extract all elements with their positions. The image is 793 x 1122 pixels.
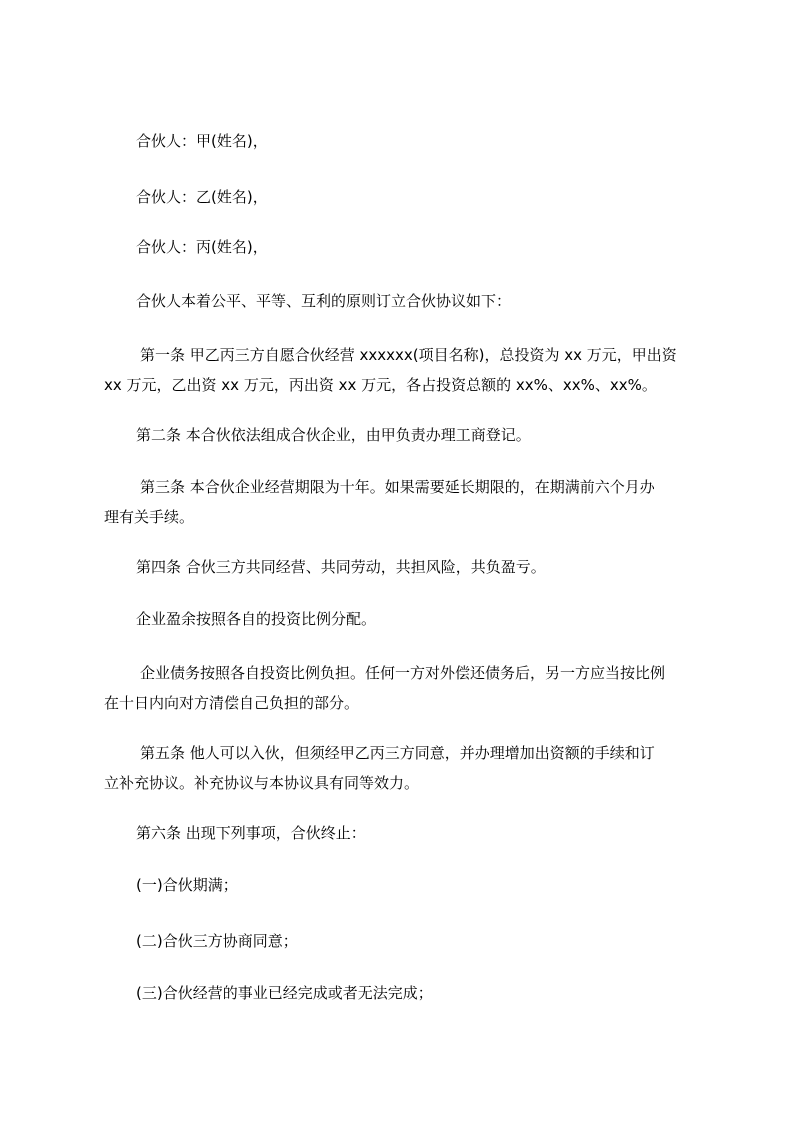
text-line: xx 万元，乙出资 xx 万元，丙出资 xx 万元，各占投资总额的 xx%、xx%、xx%。: [104, 376, 657, 394]
partner-c-line: [104, 232, 704, 262]
article-5-paragraph: [104, 738, 704, 798]
termination-item-3: [104, 978, 704, 1008]
text-line: 第三条 本合伙企业经营期限为十年。如果需要延长期限的，在期满前六个月办: [140, 478, 655, 496]
text-line: (三)合伙经营的事业已经完成或者无法完成；: [136, 984, 433, 1002]
text-line: 第四条 合伙三方共同经营、共同劳动，共担风险，共负盈亏。: [136, 558, 546, 576]
text-line: 合伙人：丙(姓名)，: [136, 238, 268, 256]
preamble-paragraph: [104, 286, 704, 316]
partner-a-line: [104, 126, 704, 156]
termination-item-2: [104, 926, 704, 956]
text-line: 合伙人：甲(姓名)，: [136, 132, 268, 150]
article-4-paragraph: [104, 552, 704, 582]
text-line: 立补充协议。补充协议与本协议具有同等效力。: [104, 774, 420, 792]
text-line: 理有关手续。: [104, 508, 195, 526]
text-line: 第二条 本合伙依法组成合伙企业，由甲负责办理工商登记。: [136, 426, 531, 444]
text-line: 企业债务按照各自投资比例负担。任何一方对外偿还债务后，另一方应当按比例: [140, 664, 666, 682]
article-3-paragraph: [104, 472, 704, 532]
text-line: 企业盈余按照各自的投资比例分配。: [136, 610, 377, 628]
text-line: 第六条 出现下列事项，合伙终止：: [136, 824, 366, 842]
text-line: 第一条 甲乙丙三方自愿合伙经营 xxxxxx(项目名称)，总投资为 xx 万元，甲出资: [140, 346, 677, 364]
text-line: 第五条 他人可以入伙，但须经甲乙丙三方同意，并办理增加出资额的手续和订: [140, 744, 655, 762]
debt-liability-paragraph: [104, 658, 704, 718]
text-line: 在十日内向对方清偿自己负担的部分。: [104, 694, 360, 712]
article-2-paragraph: [104, 420, 704, 450]
termination-item-1: [104, 870, 704, 900]
text-line: (一)合伙期满；: [136, 876, 238, 894]
text-line: (二)合伙三方协商同意；: [136, 932, 298, 950]
partner-b-line: [104, 182, 704, 212]
profit-distribution-paragraph: [104, 604, 704, 634]
article-6-paragraph: [104, 818, 704, 848]
article-1-paragraph: [104, 340, 704, 400]
text-line: 合伙人本着公平、平等、互利的原则订立合伙协议如下：: [136, 292, 512, 310]
text-line: 合伙人：乙(姓名)，: [136, 188, 268, 206]
